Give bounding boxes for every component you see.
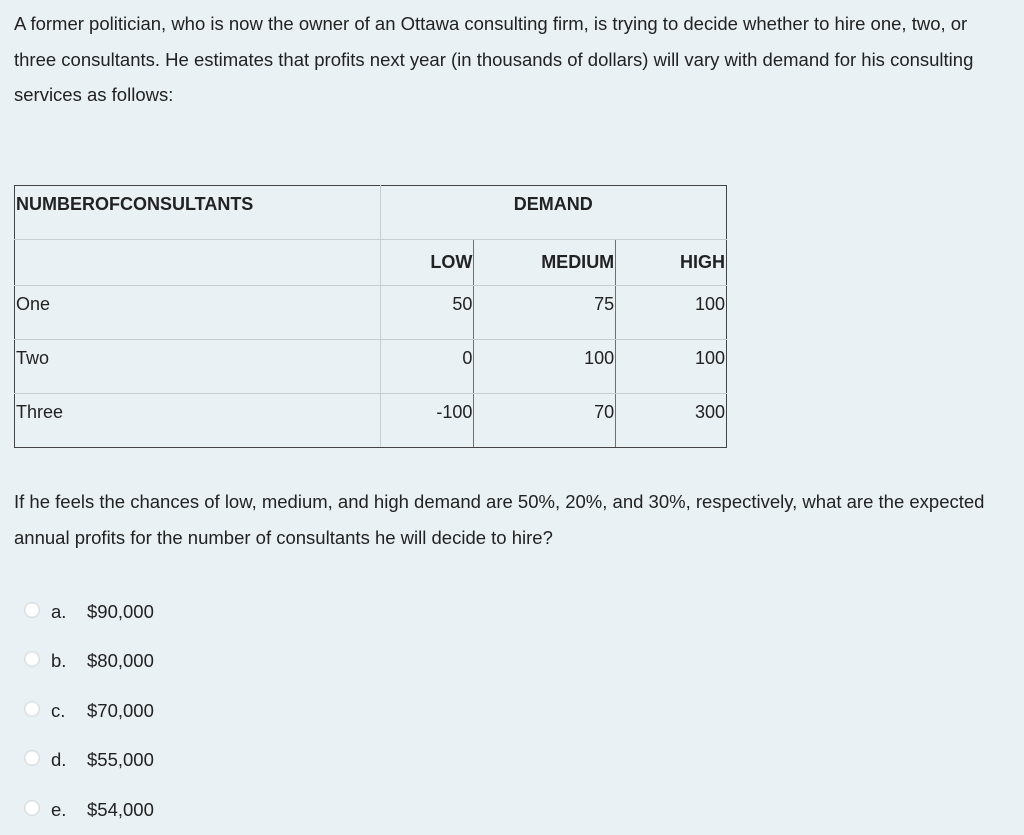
cell-value: 75 (474, 286, 616, 340)
option-d[interactable] (24, 736, 154, 786)
option-c[interactable] (24, 686, 154, 736)
cell-value: 0 (380, 340, 474, 394)
option-text: $70,000 (87, 699, 154, 721)
option-text: $55,000 (87, 749, 154, 771)
radio-button[interactable] (24, 701, 40, 717)
radio-button[interactable] (24, 651, 40, 667)
empty-header-cell (15, 240, 381, 286)
option-e[interactable] (24, 785, 154, 835)
row-header: NUMBEROFCONSULTANTS (15, 186, 381, 240)
radio-button[interactable] (24, 602, 40, 618)
radio-button[interactable] (24, 800, 40, 816)
table-row (15, 286, 727, 340)
option-text: $80,000 (87, 650, 154, 672)
row-label-one: One (15, 286, 381, 340)
cell-value: 100 (616, 340, 727, 394)
option-text: $54,000 (87, 798, 154, 820)
row-label-three: Three (15, 394, 381, 448)
option-a[interactable] (24, 587, 154, 637)
table-subheader-row (15, 240, 727, 286)
cell-value: 100 (474, 340, 616, 394)
row-label-two: Two (15, 340, 381, 394)
demand-header: DEMAND (380, 186, 726, 240)
cell-value: 50 (380, 286, 474, 340)
cell-value: 100 (616, 286, 727, 340)
answer-options (24, 587, 154, 835)
option-letter: a. (51, 600, 67, 622)
question-intro: A former politician, who is now the owner of an Ottawa consulting firm, is trying to decide whether to hire one, two, or three consultants. He estimates that profits next year (in thousands of dollars) will vary with demand for his consulting services as follows: (14, 13, 974, 105)
column-header-medium: MEDIUM (474, 240, 616, 286)
cell-value: -100 (380, 394, 474, 448)
cell-value: 300 (616, 394, 727, 448)
option-b[interactable] (24, 637, 154, 687)
cell-value: 70 (474, 394, 616, 448)
table-header-row (15, 186, 727, 240)
question-text: If he feels the chances of low, medium, and high demand are 50%, 20%, and 30%, respectively, what are the expected annual profits for the number of consultants he will decide to hire? (14, 491, 985, 548)
radio-button[interactable] (24, 750, 40, 766)
table-row (15, 340, 727, 394)
column-header-low: LOW (380, 240, 474, 286)
column-header-high: HIGH (616, 240, 727, 286)
table-row (15, 394, 727, 448)
option-letter: c. (51, 699, 66, 721)
option-letter: e. (51, 798, 67, 820)
option-letter: b. (51, 650, 67, 672)
option-letter: d. (51, 749, 67, 771)
profit-table (14, 185, 727, 448)
option-text: $90,000 (87, 600, 154, 622)
